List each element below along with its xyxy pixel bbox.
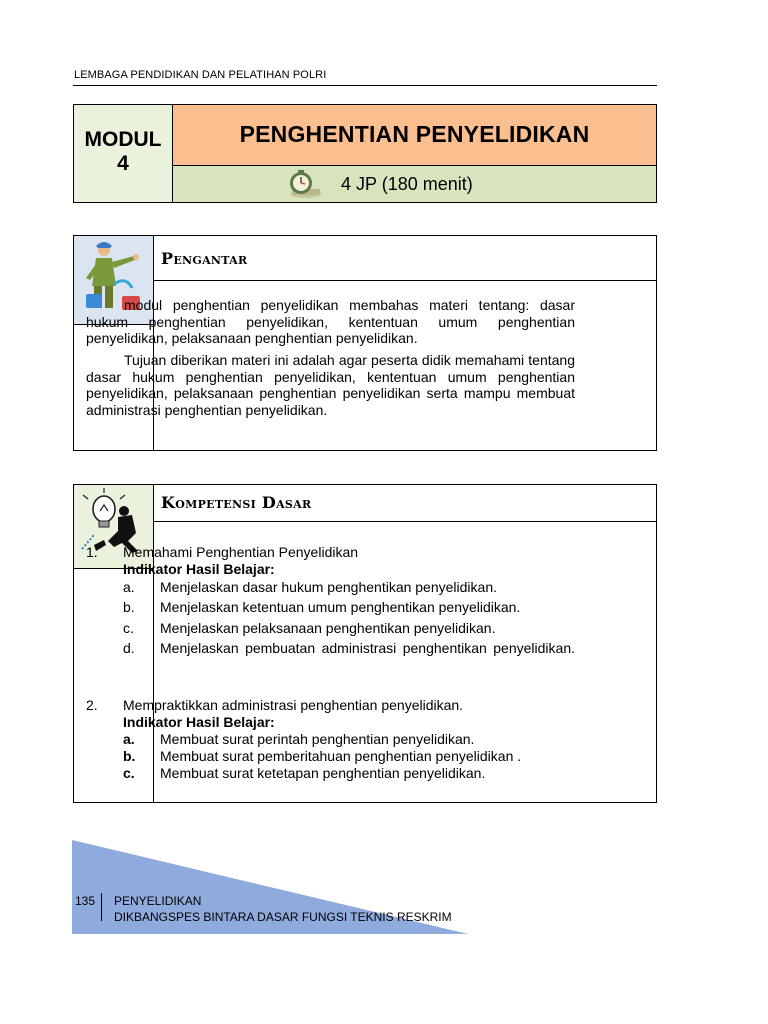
indicator-text: Menjelaskan ketentuan umum penghentikan penyelidikan. [160,599,521,615]
indicator-text: Membuat surat ketetapan penghentian penyelidikan. [160,765,486,781]
footer-page-number: 135 [75,894,96,908]
indicator-letter: d. [123,640,135,656]
pengantar-heading-cell [154,236,656,281]
indicator-text: Menjelaskan dasar hukum penghentikan penyelidikan. [160,579,497,595]
module-title: PENGHENTIAN PENYELIDIKAN [239,121,590,147]
stopwatch-icon [282,169,324,199]
kompetensi-column-divider [153,485,154,802]
module-title-box [73,104,657,203]
pengantar-paragraph-1: modul penghentian penyelidikan membahas materi tentang: dasar hukum penghentian penyelidikan, kententuan umum penghentian penyelidikan, pelaksanaan penghentian penyelidikan. [86,297,575,346]
kompetensi-item-text: Mempraktikkan administrasi penghentian penyelidikan. [123,697,464,713]
footer-course: DIKBANGSPES BINTARA DASAR FUNGSI TEKNIS RESKRIM [114,910,452,924]
indicator-letter: c. [123,620,134,636]
module-number-cell [74,105,173,202]
kompetensi-heading: Kompetensi Dasar [161,493,312,512]
indicator-text: Membuat surat perintah penghentian penyelidikan. [160,731,475,747]
module-duration: 4 JP (180 menit) [341,174,473,194]
indicator-label: Indikator Hasil Belajar: [123,561,275,577]
module-label: MODUL [84,128,162,151]
module-title-cell [173,105,656,166]
kompetensi-item-text: Memahami Penghentian Penyelidikan [123,544,359,560]
footer-subject: PENYELIDIKAN [114,894,202,908]
header-institution: LEMBAGA PENDIDIKAN DAN PELATIHAN POLRI [74,69,327,81]
pengantar-heading: Pengantar [161,249,248,268]
indicator-letter: b. [123,599,135,615]
indicator-letter: a. [123,731,135,747]
indicator-letter: c. [123,765,135,781]
indicator-text: Membuat surat pemberitahuan penghentian penyelidikan . [160,748,522,764]
pengantar-paragraph-2: Tujuan diberikan materi ini adalah agar peserta didik memahami tentang dasar hukum penghentian penyelidikan, kententuan umum penghentian penyelidikan, pelaksanaan penghentian penyelidikan serta mampu membuat administrasi penghentian penyelidikan. [86,352,575,418]
indicator-label: Indikator Hasil Belajar: [123,714,275,730]
indicator-letter: b. [123,748,136,764]
kompetensi-item-number: 2. [86,697,98,713]
kompetensi-item-number: 1. [86,544,98,560]
module-number: 4 [117,152,129,175]
header-divider [73,85,657,86]
indicator-text: Menjelaskan pembuatan administrasi penghentikan penyelidikan. [160,640,575,656]
module-duration-cell [173,166,656,202]
footer-divider [101,893,102,921]
kompetensi-heading-cell [154,485,656,522]
indicator-letter: a. [123,579,135,595]
indicator-text: Menjelaskan pelaksanaan penghentikan penyelidikan. [160,620,496,636]
